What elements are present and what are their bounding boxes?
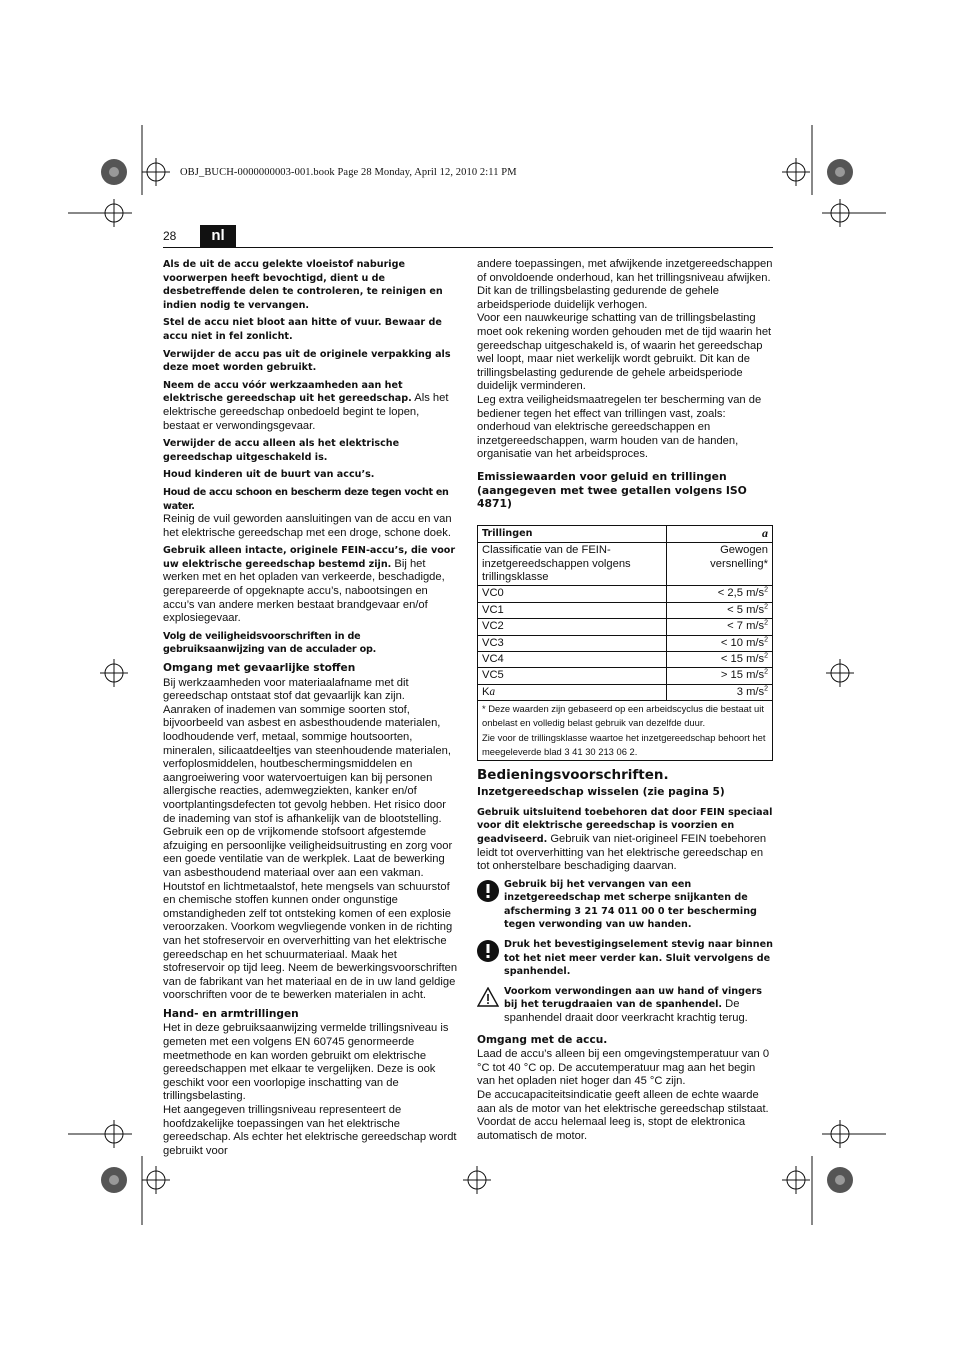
exclamation-icon [477, 880, 499, 902]
table-row [478, 684, 773, 700]
heading-hazardous-substances: Omgang met gevaarlijke stoffen [163, 662, 356, 675]
table-header-symbol: a [667, 525, 773, 542]
safety-packaging: Verwijder de accu pas uit de originele verpakking als deze moet worden gebruikt. [163, 348, 451, 374]
safety-children: Houd kinderen uit de buurt van accu’s. [163, 469, 375, 481]
vibration-cont-2: Voor een nauwkeurige schatting van de trillingsbelasting moet ook rekening worden gehouden met de tijd waarin het gereedschap uitgeschakeld is, of waarin het gereedschap wel loopt, maar niet werkelijk wordt gebruikt. Dit kan de trillingsbelasting gedurende de gehele arbeidsperiode duidelijk verminderen. [477, 312, 772, 393]
table-header-label: Trillingen [478, 525, 667, 542]
table-cell: < 10 $m/s^2$ [667, 635, 773, 651]
table-row [478, 543, 773, 586]
safety-heat: Stel de accu niet bloot aan hitte of vuur. Bewaar de accu niet in fel zonlicht. [163, 317, 442, 342]
safety-clean: Houd de accu schoon en bescherm deze tegen vocht en water. Reinig de vuil geworden aansluitingen van de accu en van het elektrische gereedschap met een droge, schone doek. [163, 486, 452, 539]
page-number: 28 [163, 229, 177, 243]
warning-triangle-icon [477, 987, 499, 1007]
table-row [478, 635, 773, 651]
vibration-text-2: Het aangegeven trillingsniveau representeert de hoofdzakelijke toepassingen van het elektrische gereedschap. Als echter het elektrische gereedschap wordt gebruikt voor [163, 1104, 457, 1157]
header-rule [163, 247, 773, 248]
table-class-value: Gewogen versnelling* [667, 543, 773, 586]
safety-leak: Als de uit de accu gelekte vloeistof naburige voorwerpen heeft bevochtigd, dient u de desbetreffende delen te controleren, te reinigen en indien nodig te vervangen. [163, 259, 443, 311]
table-header-row [478, 525, 773, 542]
table-cell: < 5 $m/s^2$ [667, 602, 773, 618]
warning-lever: Voorkom verwondingen aan uw hand of vingers bij het terugdraaien van de spanhendel. De spanhendel draait door veerkracht krachtig terug. [477, 985, 773, 1026]
table-note: * Deze waarden zijn gebaseerd op een arbeidscyclus die bestaat uit onbelast en volledig belast gebruik van dezelfde duur. Zie voor de trillingsklasse waartoe het inzetgereedschap behoort het meegeleverde blad 3 41 30 213 06 2. [478, 701, 773, 760]
heading-hand-arm-vibration: Hand- en armtrillingen [163, 1007, 299, 1020]
table-row [478, 668, 773, 684]
table-cell: VC0 [478, 586, 667, 602]
warning-fastening: Druk het bevestigingselement stevig naar binnen tot het niet meer verder kan. Sluit vervolgens de spanhendel. [477, 938, 773, 979]
table-cell: VC5 [478, 668, 667, 684]
hazardous-text-3: Houtstof en lichtmetaalstof, hete mengsels van schuurstof en chemische stoffen kunnen onder ongunstige omstandigheden zelf tot ontsteking komen of een explosie veroorzaken. Voorkom wegvliegende vonken in de richting van het stofreservoir en oververhitting van het elektrische gereedschap en het schuurmateriaal. Maak het stofreservoir op tijd leeg. Neem de bewerkingsvoorschriften van de fabrikant van het materiaal en de in uw land geldige voorschriften voor de te bewerken materialen in acht. [163, 880, 458, 1002]
battery-text-2: De accucapaciteitsindicatie geeft alleen de echte waarde aan als de motor van het elektrische gereedschap stilstaat. Voordat de accu helemaal leeg is, stopt de elektronica automatisch de motor. [477, 1089, 769, 1142]
table-row [478, 619, 773, 635]
table-note-row [478, 701, 773, 760]
right-column [477, 258, 773, 1147]
table-cell: 3 $m/s^2$ [667, 684, 773, 700]
table-cell: Ka [478, 684, 667, 700]
vibration-cont-3: Leg extra veiligheidsmaatregelen ter bescherming van de bediener tegen het effect van trillingen vast, zoals: onderhoud van elektrische gereedschappen en inzetgereedschappen, warm houden van de handen, organisatie van het arbeidsproces. [477, 393, 762, 461]
table-cell: > 15 $m/s^2$ [667, 668, 773, 684]
table-cell: VC4 [478, 651, 667, 667]
language-tab: nl [200, 225, 236, 247]
left-column [163, 258, 459, 1162]
table-cell: VC2 [478, 619, 667, 635]
table-class-label: Classificatie van de FEIN-inzetgereedschappen volgens trillingsklasse [478, 543, 667, 586]
table-cell: VC3 [478, 635, 667, 651]
warning-guard: Gebruik bij het vervangen van een inzetgereedschap met scherpe snijkanten de afscherming 3 21 74 011 00 0 ter bescherming tegen verwonding van uw handen. [477, 878, 773, 932]
vibration-cont-1: andere toepassingen, met afwijkende inzetgereedschappen of onvoldoende onderhoud, kan het trillingsniveau afwijken. Dit kan de trillingsbelasting gedurende de gehele arbeidsperiode duidelijk verhogen. [477, 258, 773, 311]
table-cell: < 15 $m/s^2$ [667, 651, 773, 667]
table-row [478, 602, 773, 618]
exclamation-icon [477, 940, 499, 962]
accessory-text: Gebruik uitsluitend toebehoren dat door FEIN speciaal voor dit elektrische gereedschap is voorzien en geadviseerd. Gebruik van niet-origineel FEIN toebehoren leidt tot oververhitting van het elektrische gereedschap en tot onherstelbare beschadiging daarvan. [477, 806, 773, 873]
vibration-text-1: Het in deze gebruiksaanwijzing vermelde trillingsniveau is gemeten met een volgens EN 60745 genormeerde meetmethode en kan worden gebruikt om elektrische gereedschappen met elkaar te vergelijken. Deze is ook geschikt voor een voorlopige inschatting van de trillingsbelasting. [163, 1022, 449, 1103]
heading-battery-handling: Omgang met de accu. [477, 1033, 608, 1046]
hazardous-text-2: Aanraken of inademen van sommige soorten stof, bijvoorbeeld van asbest en asbesthoudende materialen, loodhoudende verf, metaal, sommige houtsoorten, mineralen, silicaatdeeltjes van steenhoudende materialen, verfoplosmiddelen, houtbeschermingsmiddelen en aangroeiwering voor watervoertuigen kan bij personen allergische reacties, ademwegziekten, kanker en/of voortplantingsdefecten tot gevolg hebben. Het risico door de inademing van stof is afhankelijk van de blootstelling. Gebruik een op de vrijkomende stofsoort afgestemde afzuiging en persoonlijke veiligheidsuitrusting en zorg voor een goede ventilatie van de werkplek. Laat de bewerking van asbesthoudend materiaal over aan een vakman. [163, 703, 453, 879]
safety-charger: Volg de veiligheidsvoorschriften in de gebruiksaanwijzing van de acculader op. [163, 630, 377, 656]
table-row [478, 586, 773, 602]
table-row [478, 651, 773, 667]
heading-operating-instructions: Bedieningsvoorschriften. [477, 766, 669, 783]
heading-change-tool: Inzetgereedschap wisselen (zie pagina 5) [477, 786, 725, 799]
safety-original-batteries: Gebruik alleen intacte, originele FEIN-accu’s, die voor uw elektrische gereedschap bestemd zijn. Bij het werken met en het opladen van verkeerde, beschadigde, gerepareerde of opgeknapte accu’s, nabootsingen en accu’s van andere merken bestaat brandgevaar en/of explosiegevaar. [163, 545, 456, 625]
safety-switched-off: Verwijder de accu alleen als het elektrische gereedschap uitgeschakeld is. [163, 438, 400, 463]
book-slug: OBJ_BUCH-0000000003-001.book Page 28 Monday, April 12, 2010 2:11 PM [180, 167, 517, 178]
table-cell: VC1 [478, 602, 667, 618]
table-cell: < 2,5 $m/s^2$ [667, 586, 773, 602]
safety-remove-battery: Neem de accu vóór werkzaamheden aan het elektrische gereedschap uit het gereedschap. Als het elektrische gereedschap onbedoeld begint te lopen, bestaat er verwondingsgevaar. [163, 379, 449, 432]
vibration-table [477, 525, 773, 761]
battery-text-1: Laad de accu’s alleen bij een omgevingstemperatuur van 0 °C tot 40 °C op. De accutemperatuur mag aan het begin van het opladen niet hoger dan 45 °C zijn. [477, 1048, 770, 1088]
table-cell: < 7 $m/s^2$ [667, 619, 773, 635]
heading-emission-values: Emissiewaarden voor geluid en trillingen (aangegeven met twee getallen volgens ISO 4871) [477, 469, 747, 511]
hazardous-text-1: Bij werkzaamheden voor materiaalafname met dit gereedschap ontstaat stof dat gevaarlijk kan zijn. [163, 676, 409, 703]
